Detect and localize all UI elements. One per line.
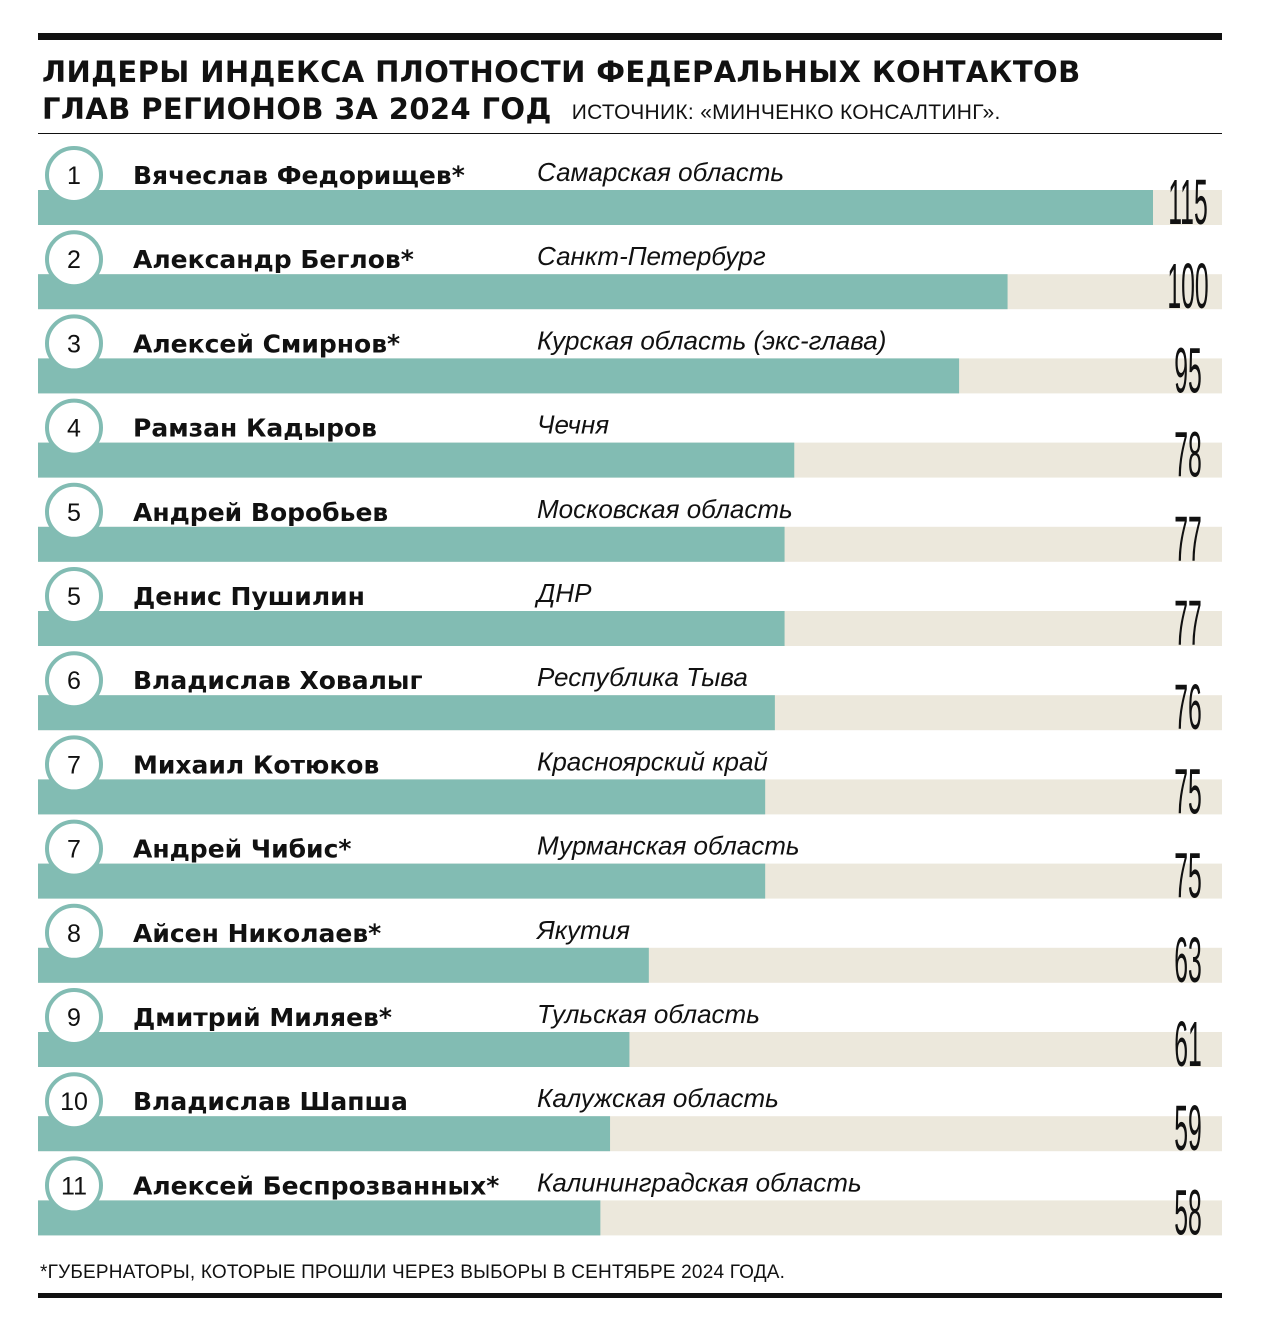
- region-label: Московская область: [537, 493, 793, 524]
- bar: [38, 274, 1008, 309]
- value-label: 63: [1174, 925, 1202, 997]
- rank-label: 7: [67, 751, 81, 780]
- bar: [38, 1116, 610, 1151]
- value-label: 77: [1174, 588, 1202, 660]
- region-label: Чечня: [537, 409, 610, 440]
- region-label: Курская область (экс-глава): [537, 325, 887, 356]
- rank-label: 7: [67, 835, 81, 864]
- governor-name: Алексей Смирнов*: [133, 329, 401, 359]
- rank-label: 1: [67, 162, 81, 190]
- header-divider: [38, 133, 1222, 134]
- value-label: 100: [1167, 251, 1209, 323]
- chart-title: [42, 54, 1081, 131]
- bar: [38, 695, 775, 730]
- governor-name: Андрей Чибис*: [133, 834, 352, 864]
- governor-name: Владислав Ховалыг: [133, 666, 423, 696]
- region-label: Калужская область: [537, 1083, 779, 1114]
- value-label: 59: [1174, 1093, 1202, 1165]
- governor-name: Андрей Воробьев: [133, 497, 389, 527]
- bottom-rule: [38, 1293, 1222, 1298]
- region-label: Красноярский край: [537, 746, 768, 777]
- region-label: Санкт-Петербург: [537, 241, 766, 272]
- bar: [38, 1200, 600, 1235]
- bar: [38, 864, 765, 899]
- value-label: 61: [1174, 1009, 1202, 1081]
- source-note: ИСТОЧНИК: «МИНЧЕНКО КОНСАЛТИНГ».: [571, 101, 1001, 124]
- region-label: Тульская область: [537, 999, 760, 1029]
- rank-label: 9: [67, 1004, 81, 1032]
- rank-label: 10: [60, 1088, 88, 1117]
- value-label: 78: [1174, 419, 1202, 492]
- region-label: ДНР: [537, 578, 592, 608]
- governor-name: Вячеслав Федорищев*: [133, 161, 465, 190]
- top-rule: [38, 33, 1222, 40]
- rank-label: 3: [67, 330, 81, 359]
- title-line-1: ЛИДЕРЫ ИНДЕКСА ПЛОТНОСТИ ФЕДЕРАЛЬНЫХ КОНТАКТОВ: [42, 55, 1081, 89]
- rank-label: 8: [67, 919, 81, 948]
- bar: [38, 358, 959, 393]
- region-label: Калининградская область: [537, 1167, 862, 1198]
- footnote: *ГУБЕРНАТОРЫ, КОТОРЫЕ ПРОШЛИ ЧЕРЕЗ ВЫБОРЫ В СЕНТЯБРЕ 2024 ГОДА.: [40, 1262, 786, 1283]
- region-label: Мурманская область: [537, 830, 800, 861]
- rank-label: 6: [67, 667, 81, 696]
- governor-name: Алексей Беспрозванных*: [133, 1171, 500, 1201]
- rank-label: 4: [67, 414, 81, 443]
- governor-name: Айсен Николаев*: [133, 918, 382, 948]
- governor-name: Михаил Котюков: [133, 750, 380, 780]
- bar: [38, 611, 785, 646]
- region-label: Якутия: [537, 914, 631, 945]
- bar: [38, 527, 785, 562]
- value-label: 75: [1174, 840, 1202, 913]
- governor-name: Дмитрий Миляев*: [133, 1003, 392, 1032]
- rank-label: 11: [61, 1172, 87, 1201]
- governor-name: Владислав Шапша: [133, 1087, 408, 1117]
- bar: [38, 779, 765, 814]
- governor-name: Рамзан Кадыров: [133, 413, 377, 443]
- bar: [38, 190, 1153, 225]
- rank-label: 2: [67, 246, 81, 275]
- bar-chart: [0, 140, 1261, 1240]
- bar: [38, 1032, 629, 1067]
- governor-name: Денис Пушилин: [133, 582, 365, 611]
- rank-label: 5: [67, 498, 81, 527]
- value-label: 77: [1174, 504, 1202, 576]
- value-label: 75: [1174, 756, 1202, 828]
- region-label: Самарская область: [537, 157, 785, 187]
- bar: [38, 443, 794, 478]
- value-label: 76: [1174, 672, 1202, 744]
- bar: [38, 948, 649, 983]
- rank-label: 5: [67, 583, 81, 611]
- title-line-2-text: ГЛАВ РЕГИОНОВ ЗА 2024 ГОД: [42, 92, 552, 126]
- governor-name: Александр Беглов*: [133, 245, 414, 275]
- value-label: 95: [1174, 335, 1202, 407]
- title-line-2: [42, 91, 1081, 131]
- value-label: 115: [1168, 167, 1208, 239]
- region-label: Республика Тыва: [537, 662, 748, 693]
- value-label: 58: [1174, 1177, 1202, 1240]
